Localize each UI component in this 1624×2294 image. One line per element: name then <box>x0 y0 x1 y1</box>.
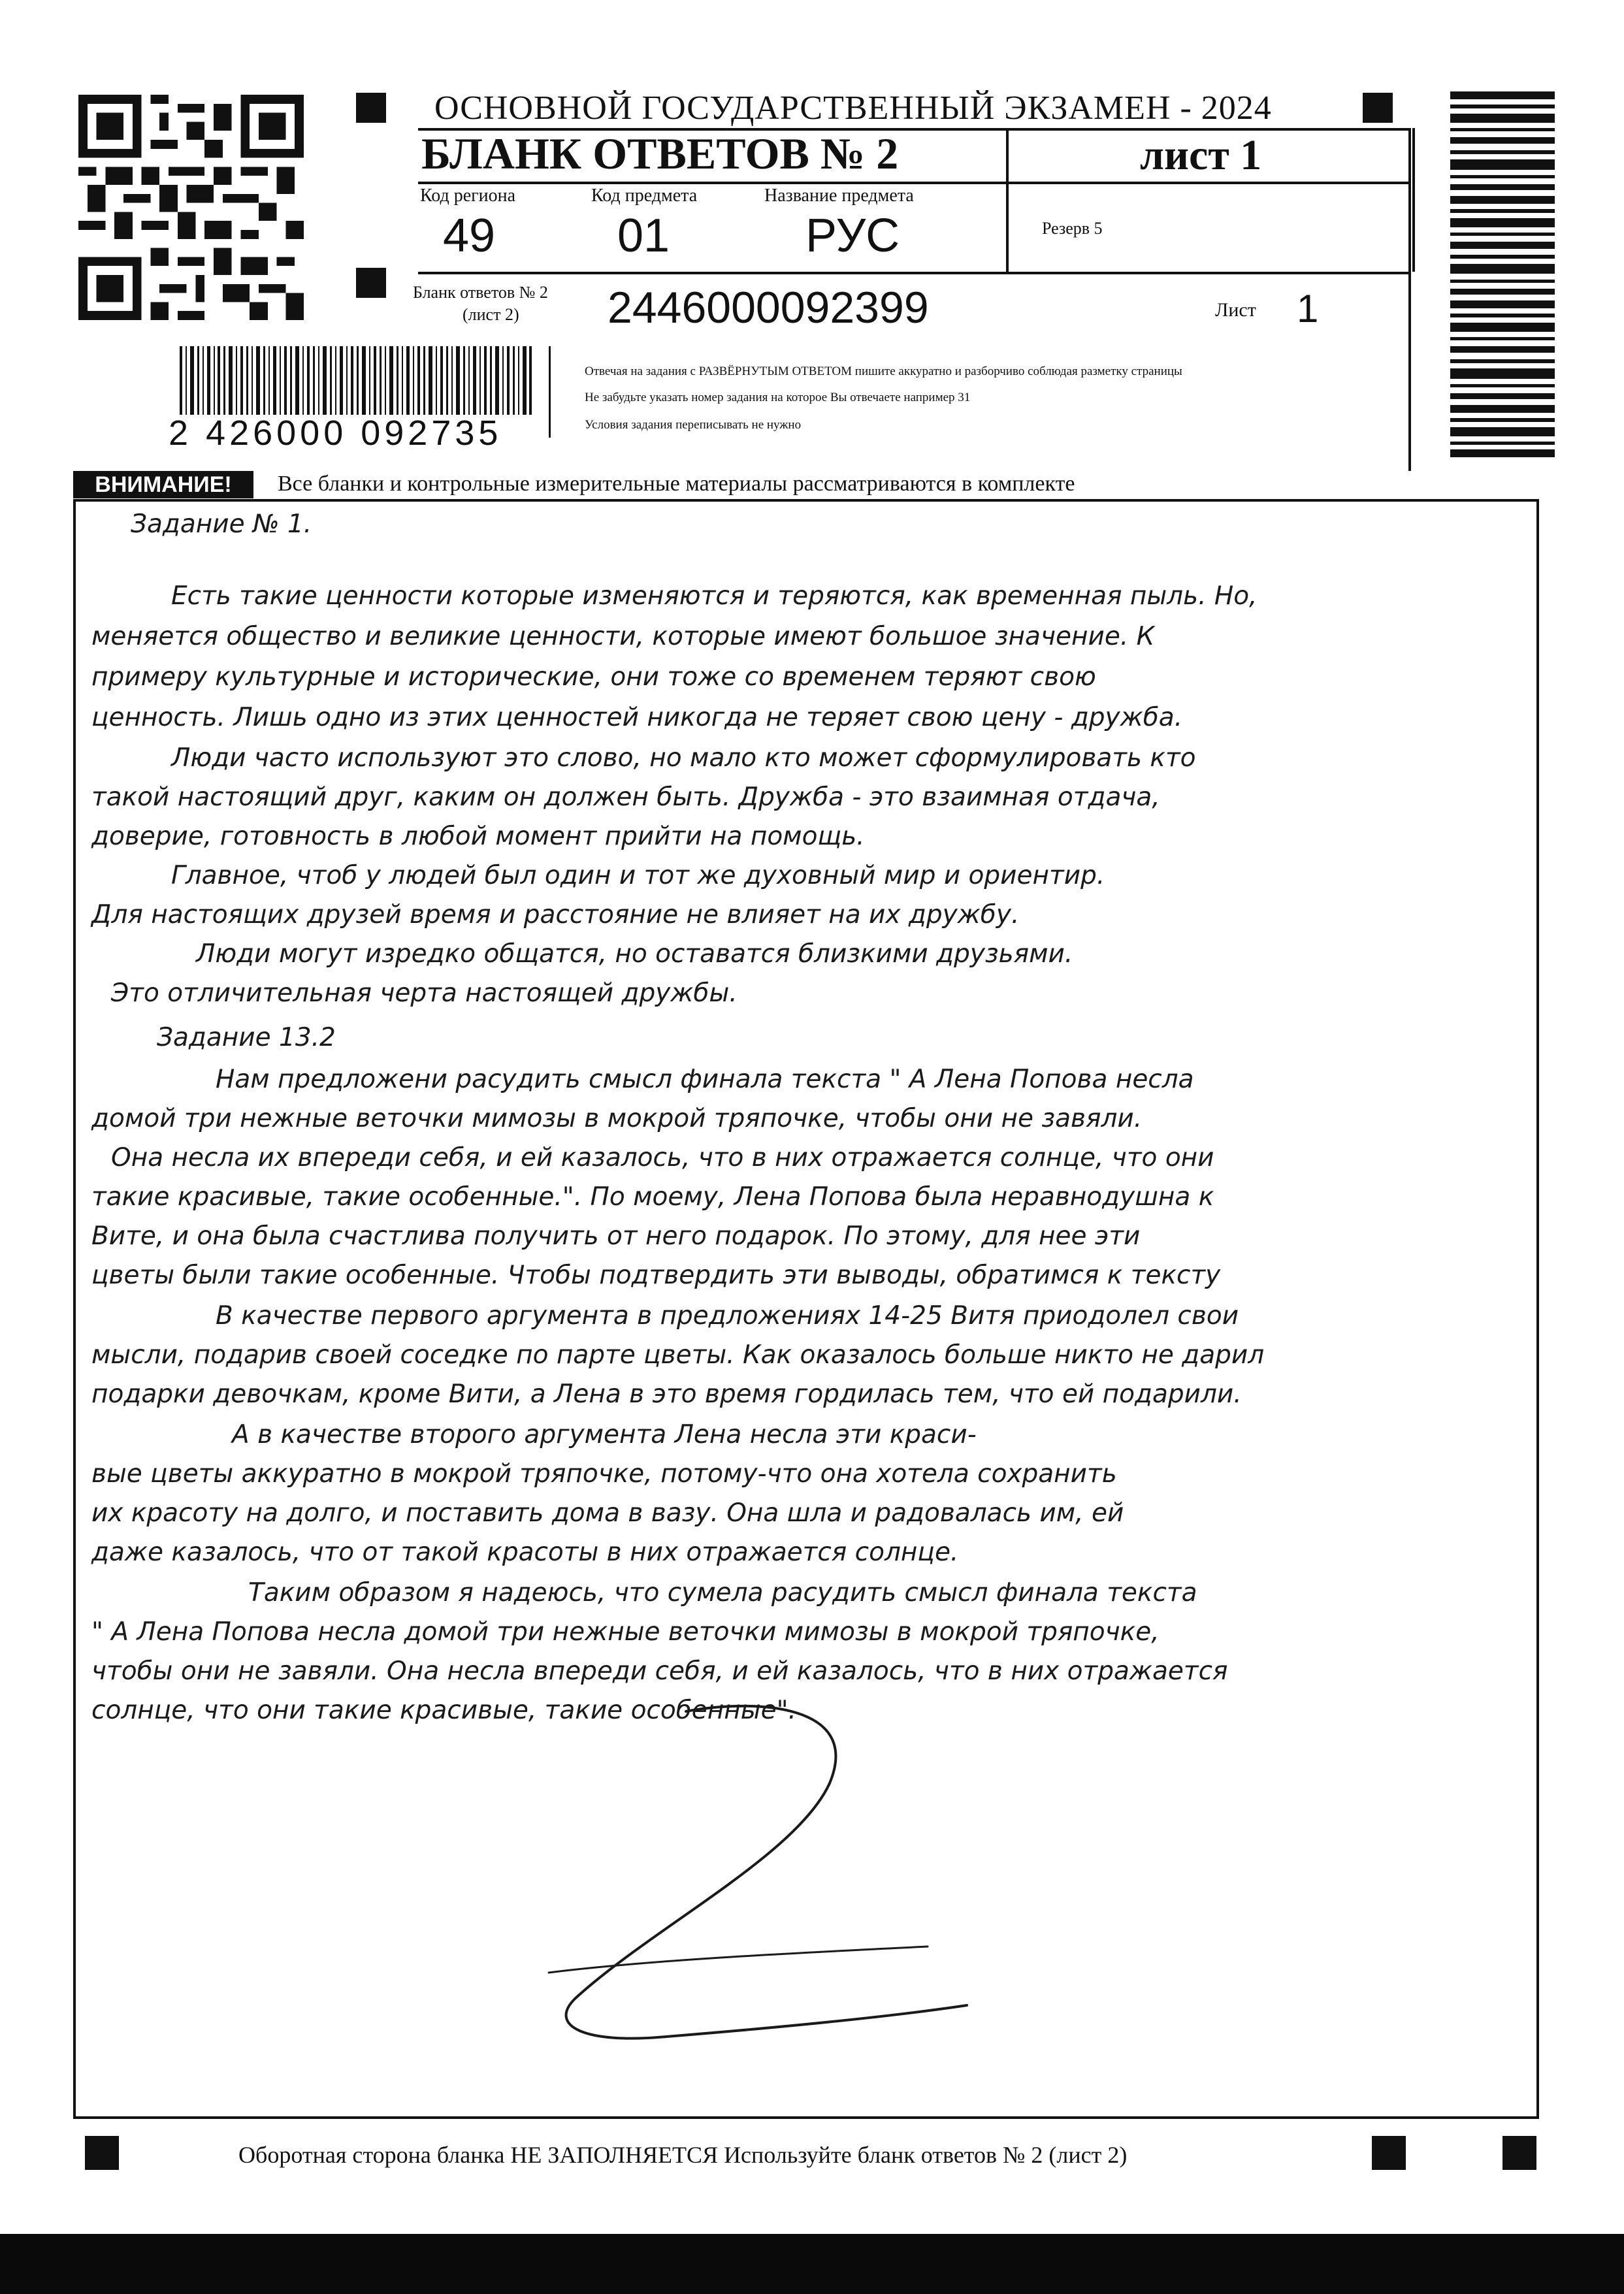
blank-ref-line1: Бланк ответов № 2 <box>413 283 548 302</box>
answer-line: ценность. Лишь одно из этих ценностей никогда не теряет свою цену - дружба. <box>91 703 1183 732</box>
barcode-number: 2 426000 092735 <box>169 413 502 453</box>
answer-line: Есть такие ценности которые изменяются и теряются, как временная пыль. Но, <box>171 581 1258 611</box>
instruction-line-3: Условия задания переписывать не нужно <box>585 418 802 432</box>
answer-line: солнце, что они такие красивые, такие особенные". <box>91 1696 796 1725</box>
answer-line: Вите, и она была счастлива получить от него подарок. По этому, для нее эти <box>91 1221 1141 1251</box>
answer-line: вые цветы аккуратно в мокрой тряпочке, потому-что она хотела сохранить <box>91 1459 1117 1489</box>
answer-line: такой настоящий друг, каким он должен быть. Дружба - это взаимная отдача, <box>91 783 1160 812</box>
blank-number: 2446000092399 <box>608 283 929 332</box>
notice-text: Все бланки и контрольные измерительные материалы рассматриваются в комплекте <box>278 472 1075 496</box>
answer-line: Люди часто используют это слово, но мало кто может сформулировать кто <box>171 743 1196 773</box>
answer-line: Люди могут изредко общатся, но оставатся близкими друзьями. <box>196 939 1073 969</box>
answer-line: Для настоящих друзей время и расстояние не влияет на их дружбу. <box>91 900 1020 929</box>
exam-title: ОСНОВНОЙ ГОСУДАРСТВЕННЫЙ ЭКЗАМЕН - 2024 <box>434 89 1272 127</box>
registration-marker-bottom-left <box>85 2136 119 2170</box>
registration-marker-bottom-right-1 <box>1372 2136 1406 2170</box>
answer-line: Задание № 1. <box>131 509 312 539</box>
qr-code <box>75 95 307 320</box>
subject-code: 01 <box>617 210 670 262</box>
answer-line: меняется общество и великие ценности, которые имеют большое значение. К <box>91 622 1155 651</box>
answer-line: цветы были такие особенные. Чтобы подтвердить эти выводы, обратимся к тексту <box>91 1261 1221 1290</box>
side-barcode <box>1450 91 1555 457</box>
unused-space-z-mark <box>523 1692 993 2058</box>
answer-line: доверие, готовность в любой момент прийти на помощь. <box>91 822 865 851</box>
answer-line: Она несла их впереди себя, и ей казалось, что в них отражается солнце, что они <box>111 1143 1214 1172</box>
list-label: Лист <box>1215 299 1256 321</box>
header-right-border <box>1408 128 1411 471</box>
answer-line: Задание 13.2 <box>157 1023 336 1052</box>
answer-line: их красоту на долго, и поставить дома в вазу. Она шла и радовалась им, ей <box>91 1498 1124 1528</box>
blank-ref-line2: (лист 2) <box>463 305 519 324</box>
answer-line: даже казалось, что от такой красоты в них отражается солнце. <box>91 1538 959 1567</box>
sheet-title: лист 1 <box>1140 131 1262 179</box>
instruction-line-2: Не забудьте указать номер задания на которое Вы отвечаете например 31 <box>585 391 971 404</box>
answer-line: домой три нежные веточки мимозы в мокрой тряпочке, чтобы они не завяли. <box>91 1104 1143 1133</box>
registration-marker-top-right <box>1363 93 1393 123</box>
answer-line: чтобы они не завяли. Она несла впереди себя, и ей казалось, что в них отражается <box>91 1656 1228 1686</box>
registration-marker-top-left <box>356 93 386 123</box>
answer-line: примеру культурные и исторические, они тоже со временем теряют свою <box>91 662 1096 692</box>
fields-underline <box>418 272 1411 274</box>
bottom-scan-bar <box>0 2234 1624 2294</box>
notice-label: ВНИМАНИЕ! <box>73 471 253 498</box>
list-number: 1 <box>1297 287 1319 331</box>
answer-line: Главное, чтоб у людей был один и тот же духовный мир и ориентир. <box>171 861 1105 890</box>
subject-code-label: Код предмета <box>591 186 698 206</box>
answer-line: подарки девочкам, кроме Вити, а Лена в это время гордилась тем, что ей подарили. <box>91 1380 1242 1409</box>
answer-line: такие красивые, такие особенные.". По моему, Лена Попова была неравнодушна к <box>91 1182 1214 1212</box>
blank-title: БЛАНК ОТВЕТОВ № 2 <box>421 129 899 178</box>
answer-line: А в качестве второго аргумента Лена несла эти краси- <box>232 1420 977 1449</box>
answer-line: мысли, подарив своей соседке по парте цветы. Как оказалось больше никто не дарил <box>91 1340 1265 1370</box>
instruction-line-1: Отвечая на задания с РАЗВЁРНУТЫМ ОТВЕТОМ пишите аккуратно и разборчиво соблюдая разметку страницы <box>585 364 1182 378</box>
barcode <box>180 346 532 415</box>
answer-line: Таким образом я надеюсь, что сумела расудить смысл финала текста <box>248 1578 1197 1607</box>
region-code: 49 <box>443 210 496 262</box>
title-underline <box>418 182 1411 184</box>
reserve-field: Резерв 5 <box>1042 219 1103 238</box>
answer-line: Нам предложени расудить смысл финала текста " А Лена Попова несла <box>216 1065 1194 1094</box>
header-left-border <box>549 346 551 438</box>
region-code-label: Код региона <box>420 186 516 206</box>
subject-name: РУС <box>805 210 900 262</box>
answer-line: " А Лена Попова несла домой три нежные веточки мимозы в мокрой тряпочке, <box>91 1617 1160 1647</box>
registration-marker-mid-left <box>356 268 386 298</box>
footer-note: Оборотная сторона бланка НЕ ЗАПОЛНЯЕТСЯ Используйте бланк ответов № 2 (лист 2) <box>238 2142 1128 2168</box>
answer-line: Это отличительная черта настоящей дружбы. <box>111 978 738 1008</box>
registration-marker-bottom-right-2 <box>1502 2136 1536 2170</box>
answer-line: В качестве первого аргумента в предложениях 14-25 Витя приодолел свои <box>216 1301 1239 1331</box>
subject-name-label: Название предмета <box>764 186 914 206</box>
